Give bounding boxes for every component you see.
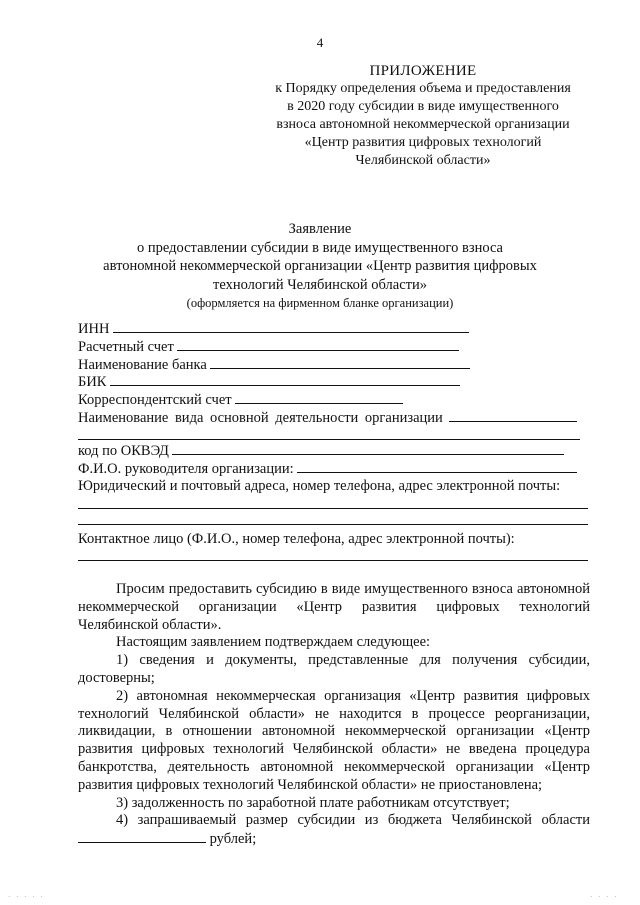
paragraph-item-2: 2) автономная некоммерческая организация «Центр развития цифровых технологий Челябинской области» не находится в процессе реорганизации, ликвидации, в отношении автономной некоммерческой организации «Центр развития цифровых технологий Челябинской области» не введена процедура банкротства, деятельность автономной некоммерческой организации «Центр развития цифровых технологий Челябинской области» не приостановлена; — [78, 687, 590, 793]
contact-line — [78, 560, 588, 561]
paragraph-confirm: Настоящим заявлением подтверждаем следующее: — [116, 634, 431, 651]
appendix-line: в 2020 году субсидии в виде имущественного — [287, 99, 559, 114]
appendix-line: «Центр развития цифровых технологий — [304, 135, 542, 150]
bank-label: Наименование банка — [78, 357, 207, 373]
account-label: Расчетный счет — [78, 339, 174, 355]
okved-field — [78, 442, 564, 459]
bank-field — [78, 356, 470, 373]
activity-continuation-line — [78, 439, 580, 440]
paragraph-item-3: 3) задолженность по заработной плате работникам отсутствует; — [116, 794, 510, 811]
paragraph-item-4: 4) запрашиваемый размер субсидии из бюджета Челябинской области — [116, 812, 590, 829]
account-input-line — [177, 338, 459, 351]
okved-input-line — [172, 442, 564, 455]
activity-label: Наименование вида основной деятельности организации — [78, 410, 443, 426]
address-line-1 — [78, 508, 588, 509]
statement-line: технологий Челябинской области» — [213, 276, 427, 293]
subsidy-amount-blank — [78, 830, 206, 843]
bik-label: БИК — [78, 374, 107, 390]
scan-edge-mark: · · · · — [590, 893, 619, 901]
address-line-2 — [78, 524, 588, 525]
head-field — [78, 460, 577, 477]
inn-field — [78, 320, 469, 337]
scan-edge-mark: · · · · · — [8, 893, 45, 901]
statement-line: автономной некоммерческой организации «Центр развития цифровых — [103, 258, 537, 274]
body-text — [78, 581, 590, 849]
account-field — [78, 338, 459, 355]
paragraph-item-4-cont — [78, 830, 590, 849]
statement-header — [60, 220, 580, 313]
paragraph-item-1: 1) сведения и документы, представленные для получения субсидии, достоверны; — [78, 652, 590, 686]
statement-note: (оформляется на фирменном бланке организации) — [186, 296, 454, 310]
statement-title: Заявление — [288, 221, 352, 237]
bik-field — [78, 373, 460, 390]
activity-field — [78, 409, 577, 426]
head-input-line — [297, 460, 577, 473]
corr-field — [78, 391, 403, 408]
bank-input-line — [210, 356, 470, 369]
address-label: Юридический и почтовый адреса, номер телефона, адрес электронной почты: — [78, 478, 561, 494]
okved-label: код по ОКВЭД — [78, 443, 169, 459]
contact-label: Контактное лицо (Ф.И.О., номер телефона, адрес электронной почты): — [78, 531, 515, 547]
rubles-label: рублей; — [209, 831, 257, 848]
appendix-line: к Порядку определения объема и предоставления — [275, 81, 571, 96]
corr-label: Корреспондентский счет — [78, 392, 232, 408]
contact-field — [78, 531, 515, 548]
appendix-line: Челябинской области» — [355, 153, 491, 168]
inn-input-line — [113, 320, 469, 333]
head-label: Ф.И.О. руководителя организации: — [78, 461, 294, 477]
statement-line: о предоставлении субсидии в виде имущественного взноса — [137, 239, 503, 256]
page-number: 4 — [316, 35, 324, 50]
address-field — [78, 478, 560, 495]
activity-input-line — [449, 409, 577, 422]
corr-input-line — [235, 391, 403, 404]
bik-input-line — [110, 373, 460, 386]
appendix-header — [268, 62, 578, 170]
paragraph-request: Просим предоставить субсидию в виде имущественного взноса автономной некоммерческой организации «Центр развития цифровых технологий Челябинской области». — [78, 581, 590, 633]
inn-label: ИНН — [78, 321, 110, 337]
appendix-title: ПРИЛОЖЕНИЕ — [369, 63, 477, 79]
appendix-line: взноса автономной некоммерческой организации — [276, 117, 570, 132]
